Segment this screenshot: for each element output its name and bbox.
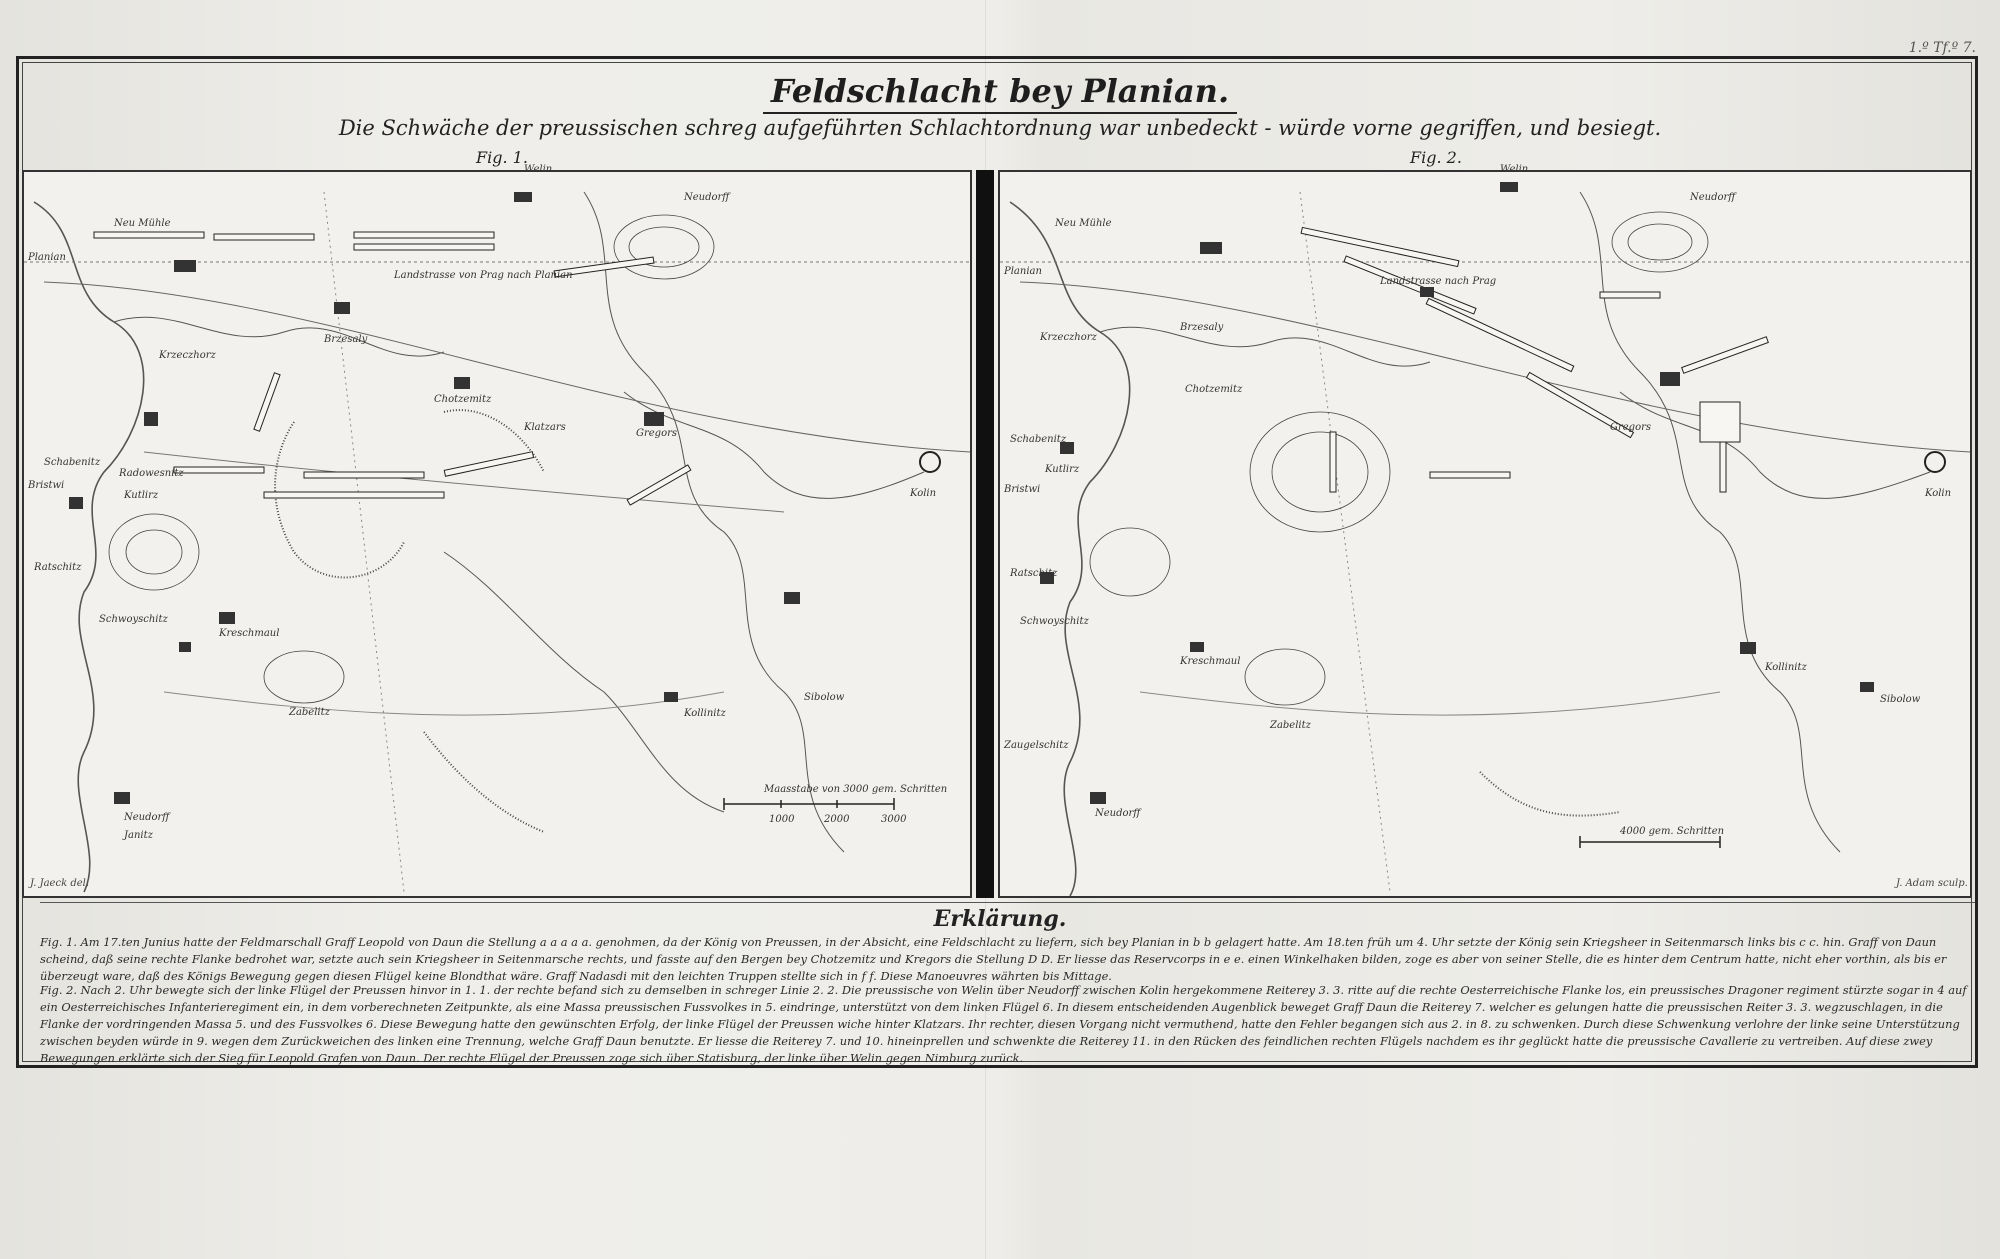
place-label[interactable]: Brzesaly [324,334,368,345]
engraver-credit: J. Jaeck del. [30,878,90,889]
place-label[interactable]: Krzeczhorz [159,350,216,361]
map-subtitle: Die Schwäche der preussischen schreg aufgeführten Schlachtordnung war unbedeckt - würde vorne gegriffen, und besiegt. [338,116,1662,140]
place-label[interactable]: Zabelitz [289,707,330,718]
map-title [0,72,2000,110]
place-label[interactable]: Chotzemitz [434,394,492,405]
place-label[interactable]: Neudorff [684,192,730,203]
place-label[interactable]: Zaugelschitz [1004,740,1069,751]
scale-tick: 3000 [881,814,907,825]
place-label[interactable]: Zabelitz [1270,720,1311,731]
place-label[interactable]: Neu Mühle [114,218,171,229]
legend-title: Erklärung. [933,906,1067,932]
place-label[interactable]: Neudorff [124,812,170,823]
place-label[interactable]: Kollinitz [684,708,726,719]
place-label[interactable]: Planian [28,252,66,263]
legend-fig2-text: Fig. 2. Nach 2. Uhr bewegte sich der linke Flügel der Preussen hinvor in 1. 1. der rechte befand sich zu demselben in schreger Linie 2. 2. Die preussische von Welin über Neudorff zwischen Kolin hergekommene Reiterey 3. 3. ritte auf die rechte Oesterreichische Flanke los, ein preussisches Dragoner regiment stürzte sogar in 4 auf ein Oesterreichisches Infanterieregiment ein, in dem vorberechneten Zeitpunkte, als eine Massa preussischen Fussvolkes in 5. eindringe, unterstützt von dem linken Flügel 6. In diesem entscheidenden Augenblick beweget Graff Daun die Reiterey 7. welcher es gelungen hatte die preussischen Reiter 3. 3. wegzuschlagen, in die Flanke der vordringenden Massa 5. und des Fussvolkes 6. Diese Bewegung hatte den gewünschten Erfolg, der linke Flügel der Preussen wiche hinter Klatzars. Ihr rechter, diesen Vorgang nicht vermuthend, hatte den Fehler begangen sich aus 2. in 8. zu schwenken. Durch diese Schwenkung verlohre der linke seine Unterstützung zwischen beyden würde in 9. wegen dem Zurückweichen des linken eine Trennung, welche Graff Daun benutzte. Er liesse die Reiterey 7. und 10. hineinprellen und schwenkte die Reiterey 11. in den Rücken des feindlichen rechten Flügels nachdem es ihr geglückt hatte die preussische Cavallerie zu vertreiben. Auf diese zwey Bewegungen erklärte sich der Sieg für Leopold Grafen von Daun. Der rechte Flügel der Preussen zoge sich über Statisburg, der linke über Welin gegen Nimburg zurück. [40,983,1967,1065]
fig2-map[interactable] [998,148,1972,898]
place-label[interactable]: Sibolow [1880,694,1921,705]
place-label[interactable]: Chotzemitz [1185,384,1243,395]
place-label[interactable]: Gregors [636,428,678,439]
place-label[interactable]: Kutlirz [1045,464,1080,475]
place-label[interactable]: Sibolow [804,692,845,703]
fig2-label: Fig. 2. [1410,148,1462,167]
place-label[interactable]: Krzeczhorz [1040,332,1097,343]
place-label[interactable]: Kreschmaul [219,628,280,639]
place-label[interactable]: Bristwi [1004,484,1041,495]
scale-tick: 1000 [769,814,795,825]
place-label[interactable]: Welin [524,164,553,175]
place-label[interactable]: Landstrasse von Prag nach Planian [394,270,573,281]
fig1-map[interactable] [22,148,972,898]
place-label[interactable]: Neudorff [1095,808,1141,819]
place-label[interactable]: Landstrasse nach Prag [1380,276,1497,287]
place-label[interactable]: Kollinitz [1765,662,1807,673]
place-label[interactable]: Kolin [910,488,937,499]
legend-fig1-text: Fig. 1. Am 17.ten Junius hatte der Feldmarschall Graff Leopold von Daun die Stellung a a a a a. genohmen, da der König von Preussen, in der Absicht, eine Feldschlacht zu liefern, sich bey Planian in b b gelagert hatte. Am 18.ten früh um 4. Uhr setzte der König sein Kriegsheer in Seitenmarsch links bis c c. hin. Graff von Daun scheind, daß seine rechte Flanke bedrohet war, setzte auch sein Kriegsheer in Seitenmarsche rechts, und fasste auf den Bergen bey Chotzemitz und Kregors die Stellung D D. Er liesse das Reservcorps in e e. einen Winkelhaken bilden, zoge es aber von seiner Stelle, die es hinter dem Centrum hatte, nicht eher vorthin, als bis er überzeugt ware, daß des Königs Bewegung gegen diesen Flügel keine Blondthat wäre. Graff Nadasdi mit den leichten Truppen stellte sich in f f. Diese Manoeuvres währten bis Mittage. [40,935,1947,983]
place-label[interactable]: Klatzars [524,422,566,433]
place-label[interactable]: Schabenitz [44,457,101,468]
plate-number: 1.º Tf.º 7. [1908,40,1976,56]
place-label[interactable]: Schabenitz [1010,434,1067,445]
scale-caption: 4000 gem. Schritten [1620,826,1725,837]
place-label[interactable]: Brzesaly [1180,322,1224,333]
place-label[interactable]: Radowesnitz [119,468,184,479]
place-label[interactable]: Schwoyschitz [1020,616,1089,627]
place-label[interactable]: Kutlirz [124,490,159,501]
fig1-label: Fig. 1. [476,148,528,167]
scale-tick: 2000 [824,814,850,825]
place-label[interactable]: Welin [1500,164,1529,175]
place-label[interactable]: Planian [1004,266,1042,277]
place-label[interactable]: Ratschitz [1010,568,1058,579]
place-label[interactable]: Neu Mühle [1055,218,1112,229]
title-text: Feldschlacht bey Planian. [763,72,1237,114]
place-label[interactable]: Kreschmaul [1180,656,1241,667]
place-label[interactable]: Schwoyschitz [99,614,168,625]
engraver-credit: J. Adam sculp. [1896,878,1968,889]
legend-divider [40,902,1975,903]
place-label[interactable]: Janitz [124,830,153,841]
place-label[interactable]: Neudorff [1690,192,1736,203]
place-label[interactable]: Kolin [1925,488,1952,499]
place-label[interactable]: Gregors [1610,422,1652,433]
place-label[interactable]: Bristwi [28,480,65,491]
place-label[interactable]: Ratschitz [34,562,82,573]
plate-divider [976,170,994,898]
scale-caption: Maasstabe von 3000 gem. Schritten [764,784,948,795]
